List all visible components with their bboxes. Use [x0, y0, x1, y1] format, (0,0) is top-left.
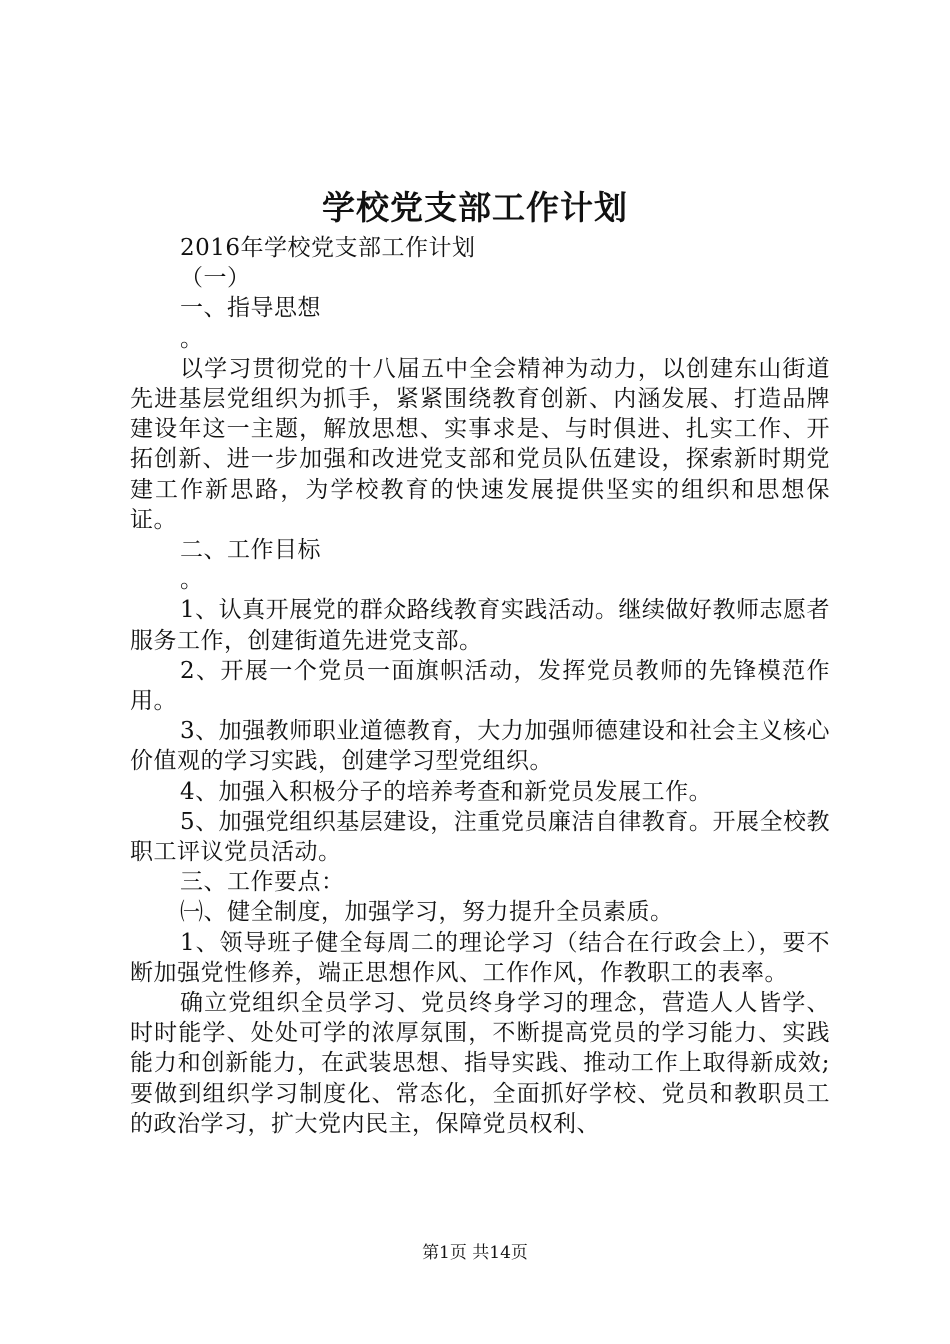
goal-item: 4、加强入积极分子的培养考查和新党员发展工作。 [180, 778, 713, 805]
section-heading-guiding-ideology: 一、指导思想 [180, 295, 321, 322]
goal-item: 5、加强党组织基层建设，注重党员廉洁自律教育。开展全校教职工评议党员活动。 [130, 808, 830, 866]
paragraph-mark: 。 [180, 567, 204, 594]
paragraph-guiding-ideology: 以学习贯彻党的十八届五中全会精神为动力，以创建东山街道先进基层党组织为抓手，紧紧围绕教育创新、内涵发展、打造品牌建设年这一主题，解放思想、实事求是、与时俱进、扎实工作、开拓创新、进一步加强和改进党支部和党员队伍建设，探索新时期党建工作新思路，为学校教育的快速发展提供坚实的组织和思想保证。 [130, 355, 830, 533]
document-body [130, 233, 830, 1139]
section-heading-work-points: 三、工作要点： [180, 869, 345, 896]
paragraph-part-number: （一） [180, 265, 251, 292]
goal-item: 1、认真开展党的群众路线教育实践活动。继续做好教师志愿者服务工作，创建街道先进党支部。 [130, 597, 830, 654]
section-heading-work-goals: 二、工作目标 [180, 537, 321, 564]
paragraph-learning: 确立党组织全员学习、党员终身学习的理念，营造人人皆学、时时能学、处处可学的浓厚氛围，不断提高党员的学习能力、实践能力和创新能力，在武装思想、指导实践、推动工作上取得新成效;要做到组织学习制度化、常态化，全面抓好学校、党员和教职员工的政治学习，扩大党内民主，保障党员权利、 [130, 990, 830, 1137]
goal-item: 3、加强教师职业道德教育，大力加强师德建设和社会主义核心价值观的学习实践，创建学习型党组织。 [130, 718, 830, 775]
paragraph-mark: 。 [180, 325, 204, 352]
page-footer: 第1页 共14页 [422, 1243, 528, 1263]
goal-item: 2、开展一个党员一面旗帜活动，发挥党员教师的先锋模范作用。 [130, 657, 830, 715]
work-point-item: 1、领导班子健全每周二的理论学习（结合在行政会上），要不断加强党性修养，端正思想作风、工作作风，作教职工的表率。 [130, 929, 830, 986]
document-title: 学校党支部工作计划 [322, 188, 628, 227]
paragraph-subtitle: 2016年学校党支部工作计划 [180, 235, 476, 261]
subsection-heading: ㈠、健全制度，加强学习，努力提升全员素质。 [180, 899, 674, 926]
